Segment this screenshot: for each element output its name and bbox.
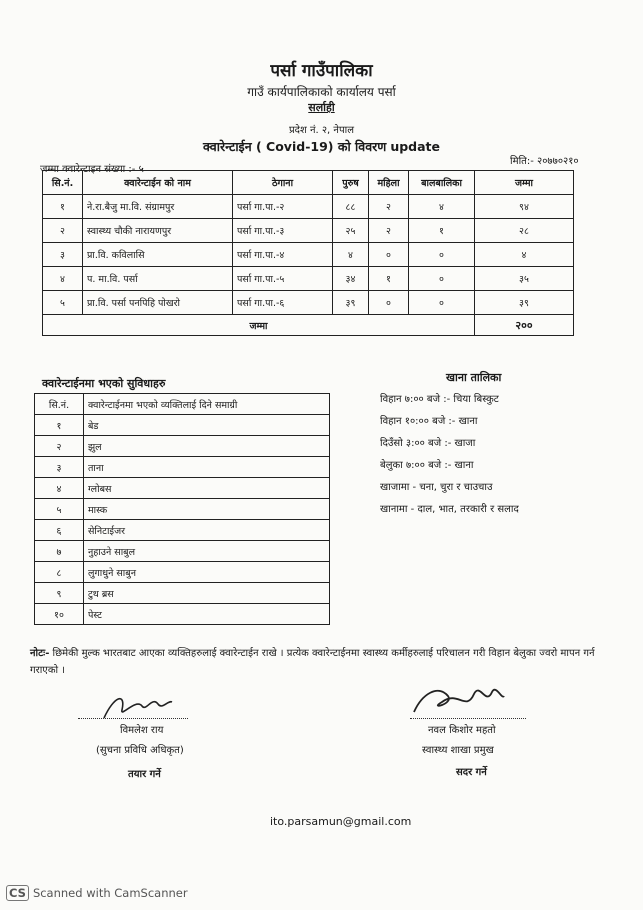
cell-sn: ६: [35, 520, 84, 541]
cell-female: ०: [369, 291, 409, 315]
signature-line-left: [78, 718, 188, 719]
cell-name: प. मा.वि. पर्सा: [83, 267, 233, 291]
camscanner-icon: CS: [6, 885, 29, 901]
table-row: [43, 195, 574, 219]
meal-item: विहान ७:०० बजे :- चिया बिस्कुट: [380, 394, 499, 405]
cell-item: नुहाउने साबुल: [84, 541, 330, 562]
col-header: क्वारेन्टाईन को नाम: [83, 171, 233, 195]
cell-item: लुगाधुने साबुन: [84, 562, 330, 583]
signer-right-role: स्वास्थ्य शाखा प्रमुख: [422, 745, 494, 756]
cell-children: ०: [409, 291, 475, 315]
scanner-watermark: [6, 885, 188, 901]
cell-item: सेनिटाईजर: [84, 520, 330, 541]
cell-total: ३९: [475, 291, 574, 315]
cell-sn: ५: [35, 499, 84, 520]
cell-item: ताना: [84, 457, 330, 478]
cell-female: १: [369, 267, 409, 291]
table-row: [43, 243, 574, 267]
note-paragraph: [30, 645, 610, 679]
signature-right-graphic: [408, 676, 508, 720]
cell-item: टुथ ब्रस: [84, 583, 330, 604]
table-header-row: [35, 394, 330, 415]
office-subtitle: गाउँ कार्यपालिकाको कार्यालय पर्सा: [247, 85, 396, 99]
cell-name: ने.रा.बैजु मा.वि. संग्रामपुर: [83, 195, 233, 219]
cell-sn: ४: [35, 478, 84, 499]
cell-address: पर्सा गा.पा.-४: [233, 243, 333, 267]
cell-name: प्रा.वि. कविलासि: [83, 243, 233, 267]
cell-sn: ४: [43, 267, 83, 291]
report-heading-update: update: [390, 139, 440, 154]
cell-item: बेड: [84, 415, 330, 436]
cell-male: २५: [333, 219, 369, 243]
meal-schedule-heading: खाना तालिका: [446, 371, 502, 384]
cell-sn: ८: [35, 562, 84, 583]
meal-item: बेलुका ७:०० बजे :- खाना: [380, 460, 474, 471]
cell-children: १: [409, 219, 475, 243]
cell-male: ८८: [333, 195, 369, 219]
meal-item: खाजामा - चना, चुरा र चाउचाउ: [380, 482, 493, 493]
total-label: जम्मा: [43, 315, 475, 336]
col-header: जम्मा: [475, 171, 574, 195]
table-row: [43, 291, 574, 315]
col-header: सि.नं.: [35, 394, 84, 415]
table-row: [35, 604, 330, 625]
signer-left-role: (सुचना प्रविधि अधिकृत): [96, 745, 184, 756]
cell-children: ०: [409, 243, 475, 267]
cell-sn: २: [43, 219, 83, 243]
cell-children: ०: [409, 267, 475, 291]
meal-item: खानामा - दाल, भात, तरकारी र सलाद: [380, 504, 519, 515]
col-header: ठेगाना: [233, 171, 333, 195]
cell-address: पर्सा गा.पा.-२: [233, 195, 333, 219]
table-row: [43, 219, 574, 243]
cell-name: स्वास्थ्य चौकी नारायणपुर: [83, 219, 233, 243]
facilities-heading: क्वारेन्टाईनमा भएको सुविधाहरु: [42, 377, 166, 390]
cell-female: २: [369, 219, 409, 243]
cell-male: ४: [333, 243, 369, 267]
meal-item: दिउँसो ३:०० बजे :- खाजा: [380, 438, 476, 449]
cell-item: झुल: [84, 436, 330, 457]
cell-sn: २: [35, 436, 84, 457]
cell-female: ०: [369, 243, 409, 267]
table-row: [43, 267, 574, 291]
cell-sn: १०: [35, 604, 84, 625]
cell-sn: ३: [43, 243, 83, 267]
cell-address: पर्सा गा.पा.-६: [233, 291, 333, 315]
cell-sn: ९: [35, 583, 84, 604]
scanner-text: Scanned with CamScanner: [32, 886, 188, 900]
cell-address: पर्सा गा.पा.-३: [233, 219, 333, 243]
col-header: बालबालिका: [409, 171, 475, 195]
table-row: [35, 520, 330, 541]
note-label: नोटः-: [30, 648, 50, 659]
cell-name: प्रा.वि. पर्सा पनपिहि पोखरो: [83, 291, 233, 315]
cell-sn: ७: [35, 541, 84, 562]
cell-total: ३५: [475, 267, 574, 291]
signer-left-name: विमलेश राय: [120, 725, 164, 736]
signer-left-action: तयार गर्ने: [128, 769, 161, 780]
table-row: [35, 583, 330, 604]
col-header: पुरुष: [333, 171, 369, 195]
signer-right-name: नवल किशोर महतो: [428, 725, 496, 736]
page-title: पर्सा गाउँपालिका: [270, 61, 373, 81]
district-stamp: सर्लाही: [308, 101, 335, 114]
report-heading-main: क्वारेन्टाईन ( Covid-19) को विवरण: [202, 139, 387, 154]
cell-item: मास्क: [84, 499, 330, 520]
table-header-row: [43, 171, 574, 195]
table-row: [35, 499, 330, 520]
report-date: मिति:- २०७७०२१०: [510, 156, 579, 167]
cell-male: ३९: [333, 291, 369, 315]
facilities-table: [34, 393, 330, 625]
signer-right-action: सदर गर्ने: [456, 767, 487, 778]
total-row: [43, 315, 574, 336]
cell-item: पेस्ट: [84, 604, 330, 625]
cell-sn: १: [35, 415, 84, 436]
cell-children: ४: [409, 195, 475, 219]
col-header: महिला: [369, 171, 409, 195]
cell-sn: १: [43, 195, 83, 219]
cell-sn: ५: [43, 291, 83, 315]
table-row: [35, 478, 330, 499]
table-row: [35, 562, 330, 583]
table-row: [35, 436, 330, 457]
cell-total: ४: [475, 243, 574, 267]
cell-total: २८: [475, 219, 574, 243]
meal-item: विहान १०:०० बजे :- खाना: [380, 416, 478, 427]
table-row: [35, 415, 330, 436]
col-header: क्वारेन्टाईनमा भएको व्यक्तिलाई दिने समाग्री: [84, 394, 330, 415]
cell-total: ९४: [475, 195, 574, 219]
cell-item: ग्लोबस: [84, 478, 330, 499]
total-value: २००: [475, 315, 574, 336]
province-line: प्रदेश नं. २, नेपाल: [288, 125, 355, 136]
quarantine-table: [42, 170, 574, 336]
contact-email: ito.parsamun@gmail.com: [270, 815, 412, 828]
table-row: [35, 457, 330, 478]
signature-line-right: [410, 718, 526, 719]
cell-sn: ३: [35, 457, 84, 478]
note-text: छिमेकी मुल्क भारतबाट आएका व्यक्तिहरुलाई क्वारेन्टाईन राखे । प्रत्येक क्वारेन्टाईनमा स्वास्थ्य कर्मीहरुलाई परिचालन गरी विहान बेलुका ज्वरो मापन गर्न गराएको ।: [30, 648, 595, 676]
cell-address: पर्सा गा.पा.-५: [233, 267, 333, 291]
cell-male: ३४: [333, 267, 369, 291]
table-row: [35, 541, 330, 562]
cell-female: २: [369, 195, 409, 219]
col-header: सि.नं.: [43, 171, 83, 195]
quarantine-count: जम्मा क्वारेन्टाइन संख्या :- ५: [40, 164, 144, 175]
